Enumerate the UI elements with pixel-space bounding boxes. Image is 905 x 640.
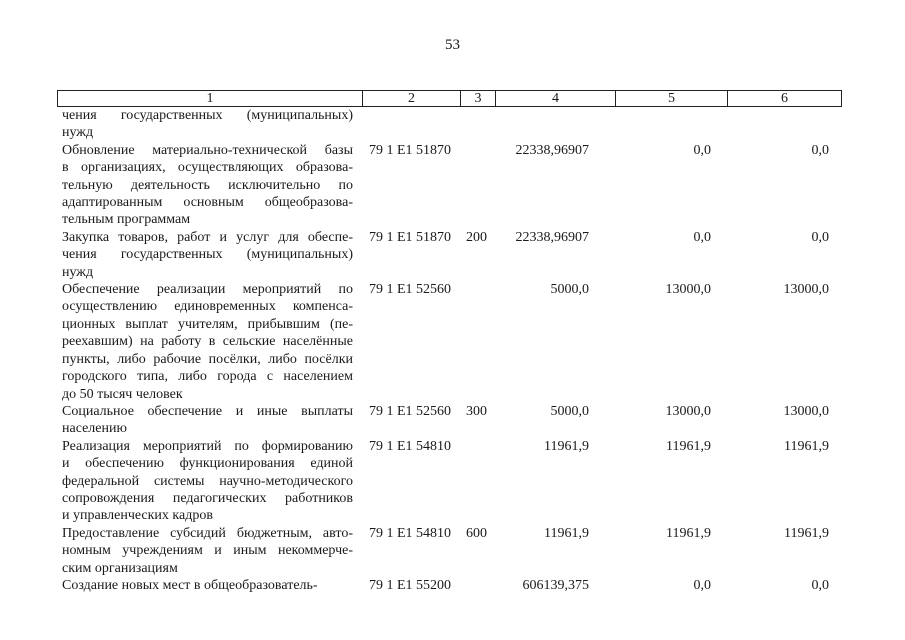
page-number: 53 bbox=[445, 37, 460, 53]
description-line: Обновление материально-технической базы bbox=[62, 142, 353, 158]
row-value-col4: 22338,96907 bbox=[515, 229, 589, 245]
description-line: в организациях, осуществляющих образова- bbox=[62, 160, 353, 176]
row-value-col4: 5000,0 bbox=[550, 282, 589, 298]
row-value-col5: 13000,0 bbox=[665, 403, 711, 419]
description-line: Обеспечение реализации мероприятий по bbox=[62, 282, 353, 298]
description-line: федеральной системы научно-методического bbox=[62, 473, 353, 489]
table-row bbox=[57, 107, 842, 142]
description-line: тельную деятельность исключительно по bbox=[62, 177, 353, 193]
row-value-col4: 5000,0 bbox=[550, 403, 589, 419]
description-line: ским организациям bbox=[62, 560, 178, 576]
row-value-col5: 0,0 bbox=[693, 229, 711, 245]
description-line: номным учреждениям и иным некоммерче- bbox=[62, 543, 353, 559]
description-line: реехавшим) на работу в сельские населённые bbox=[62, 334, 353, 350]
table-header bbox=[57, 90, 842, 107]
row-value-col4: 11961,9 bbox=[544, 525, 589, 541]
row-value-col5: 11961,9 bbox=[666, 438, 711, 454]
description-line: ционных выплат учителям, прибывшим (пе- bbox=[62, 316, 353, 332]
header-col-1: 1 bbox=[58, 91, 363, 106]
table-row bbox=[57, 281, 842, 403]
header-col-2: 2 bbox=[363, 91, 461, 106]
row-value-col5: 11961,9 bbox=[666, 525, 711, 541]
header-col-4: 4 bbox=[496, 91, 616, 106]
table-row bbox=[57, 577, 842, 594]
description-line: и обеспечению функционирования единой bbox=[62, 456, 353, 472]
row-value-col4: 606139,375 bbox=[522, 577, 589, 593]
row-value-col4: 22338,96907 bbox=[515, 142, 589, 158]
row-description bbox=[57, 281, 353, 403]
table-row bbox=[57, 438, 842, 525]
row-description bbox=[57, 107, 353, 142]
row-code: 79 1 E1 54810 bbox=[369, 438, 452, 454]
row-code: 79 1 E1 51870 bbox=[369, 229, 452, 245]
row-description bbox=[57, 577, 353, 594]
table-row bbox=[57, 403, 842, 438]
row-description bbox=[57, 142, 353, 229]
row-code: 79 1 E1 55200 bbox=[369, 577, 452, 593]
description-line: Закупка товаров, работ и услуг для обеспе- bbox=[62, 229, 353, 245]
table-body bbox=[57, 107, 842, 594]
header-col-5: 5 bbox=[616, 91, 728, 106]
description-line: тельным программам bbox=[62, 212, 191, 228]
row-value-col5: 0,0 bbox=[693, 142, 711, 158]
description-line: городского типа, либо города с населением bbox=[62, 369, 353, 385]
row-value-col6: 0,0 bbox=[811, 229, 829, 245]
description-line: до 50 тысяч человек bbox=[62, 386, 183, 402]
row-description bbox=[57, 525, 353, 577]
description-line: Социальное обеспечение и иные выплаты bbox=[62, 403, 353, 419]
row-code: 79 1 E1 51870 bbox=[369, 142, 452, 158]
description-line: чения государственных (муниципальных) bbox=[62, 108, 353, 123]
row-value-col4: 11961,9 bbox=[544, 438, 589, 454]
table-row bbox=[57, 525, 842, 577]
description-line: нужд bbox=[62, 125, 94, 141]
budget-table bbox=[57, 90, 842, 594]
row-expense-type: 200 bbox=[466, 229, 487, 245]
row-value-col6: 0,0 bbox=[811, 577, 829, 593]
table-row bbox=[57, 229, 842, 281]
description-line: пункты, либо рабочие посёлки, либо посёлки bbox=[62, 351, 353, 367]
description-line: Создание новых мест в общеобразователь- bbox=[62, 577, 318, 593]
header-col-3: 3 bbox=[461, 91, 496, 106]
description-line: адаптированным основным общеобразова- bbox=[62, 195, 353, 211]
description-line: чения государственных (муниципальных) bbox=[62, 247, 353, 263]
row-value-col6: 13000,0 bbox=[783, 403, 829, 419]
row-value-col6: 11961,9 bbox=[784, 438, 829, 454]
row-value-col6: 0,0 bbox=[811, 142, 829, 158]
row-description bbox=[57, 403, 353, 438]
description-line: населению bbox=[62, 421, 127, 437]
description-line: и управленческих кадров bbox=[62, 508, 213, 524]
row-code: 79 1 E1 52560 bbox=[369, 282, 452, 298]
row-description bbox=[57, 229, 353, 281]
description-line: Предоставление субсидий бюджетным, авто- bbox=[62, 525, 353, 541]
row-description bbox=[57, 438, 353, 525]
description-line: нужд bbox=[62, 264, 94, 280]
description-line: Реализация мероприятий по формированию bbox=[62, 438, 353, 454]
row-expense-type: 600 bbox=[466, 525, 487, 541]
description-line: сопровождения педагогических работников bbox=[62, 490, 353, 506]
row-value-col6: 13000,0 bbox=[783, 282, 829, 298]
header-col-6: 6 bbox=[781, 91, 788, 106]
row-value-col5: 0,0 bbox=[693, 577, 711, 593]
table-row bbox=[57, 142, 842, 229]
row-expense-type: 300 bbox=[466, 403, 487, 419]
row-value-col5: 13000,0 bbox=[665, 282, 711, 298]
row-code: 79 1 E1 52560 bbox=[369, 403, 452, 419]
description-line: осуществлению единовременных компенса- bbox=[62, 299, 353, 315]
row-code: 79 1 E1 54810 bbox=[369, 525, 452, 541]
row-value-col6: 11961,9 bbox=[784, 525, 829, 541]
